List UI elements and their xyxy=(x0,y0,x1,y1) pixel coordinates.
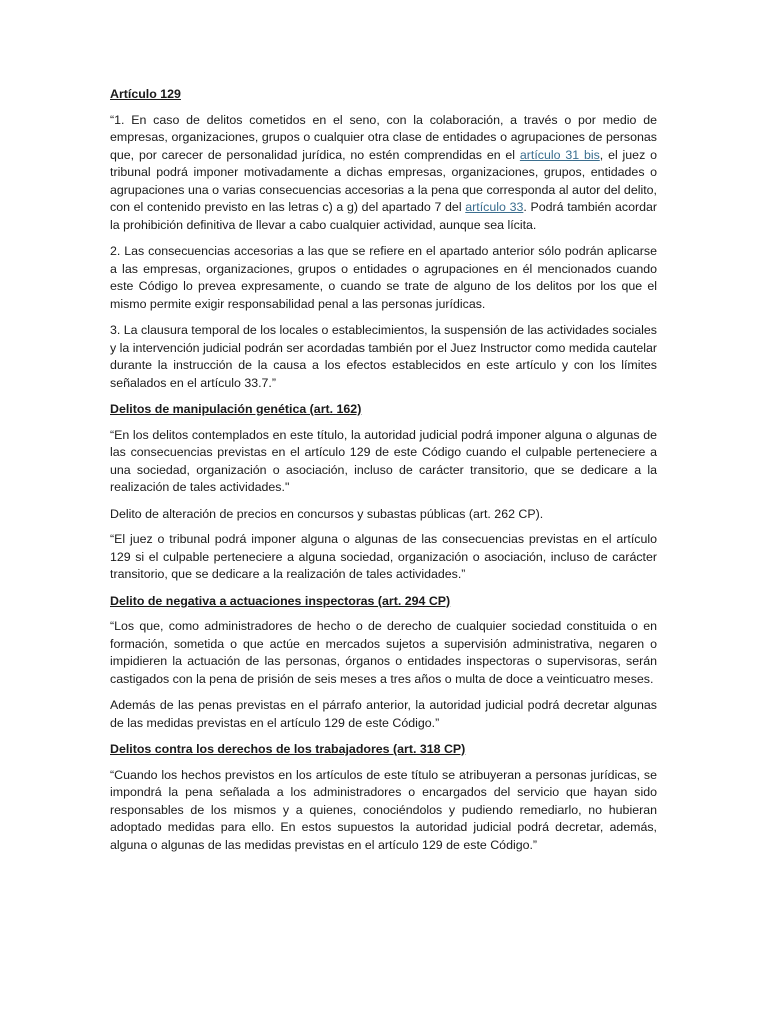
heading-negativa-inspectoras: Delito de negativa a actuaciones inspectoras (art. 294 CP) xyxy=(110,593,451,608)
link-articulo-31-bis[interactable]: artículo 31 bis xyxy=(519,147,600,162)
document-page xyxy=(110,86,657,863)
art129-p1-text-c: . Podrá también acordar la prohibición definitiva de llevar a cabo cualquier actividad, aunque sea lícita. xyxy=(110,200,657,232)
negativa-paragraph-1: “Los que, como administradores de hecho o de derecho de cualquier sociedad constituida o en formación, sometida o que actúe en mercados sujetos a supervisión administrativa, negaren o impidieren la actuación de las personas, órganos o entidades inspectoras o supervisoras, serán castigados con la pena de prisión de seis meses a tres años o multa de doce a veinticuatro meses. xyxy=(110,619,657,686)
precios-paragraph: “El juez o tribunal podrá imponer alguna o algunas de las consecuencias previstas en el artículo 129 si el culpable perteneciere a alguna sociedad, organización o asociación, incluso de carácter transitorio, que se dedicare a la realización de tales actividades.” xyxy=(110,532,657,581)
heading-manipulacion-genetica: Delitos de manipulación genética (art. 162) xyxy=(110,402,362,416)
art129-p1-text-a: “1. En caso de delitos cometidos en el seno, con la colaboración, a través o por medio de empresas, organizaciones, grupos o cualquier otra clase de entidades o agrupaciones de personas que, por carecer de personalidad jurídica, no estén comprendidas en el xyxy=(110,112,657,162)
trabajadores-paragraph: “Cuando los hechos previstos en los artículos de este título se atribuyeran a personas jurídicas, se impondrá la pena señalada a los administradores o encargados del servicio que hayan sido responsables de los mismos y a quienes, conociéndolos y pudiendo remediarlo, no hubieran adoptado medidas para ello. En estos supuestos la autoridad judicial podrá decretar, además, alguna o algunas de las medidas previstas en el artículo 129 de este Código.” xyxy=(110,767,657,852)
heading-articulo-129: Artículo 129 xyxy=(110,87,181,101)
art129-p1-text-b: , el juez o tribunal podrá imponer motivadamente a dichas empresas, organizaciones, grupos, entidades o agrupaciones una o varias consecuencias accesorias a la pena que corresponda al autor del delito, con el contenido previsto en las letras c) a g) del apartado 7 del xyxy=(110,147,657,214)
negativa-paragraph-2: Además de las penas previstas en el párrafo anterior, la autoridad judicial podrá decretar algunas de las medidas previstas en el artículo 129 de este Código.” xyxy=(110,698,657,730)
genetica-paragraph: “En los delitos contemplados en este título, la autoridad judicial podrá imponer alguna o algunas de las consecuencias previstas en el artículo 129 de este Código cuando el culpable perteneciere a una sociedad, organización o asociación, incluso de carácter transitorio, que se dedicare a la realización de tales actividades." xyxy=(110,427,657,494)
art129-paragraph-3: 3. La clausura temporal de los locales o establecimientos, la suspensión de las actividades sociales y la intervención judicial podrán ser acordadas también por el Juez Instructor como medida cautelar durante la instrucción de la causa a los efectos establecidos en este artículo y con los límites señalados en el artículo 33.7.” xyxy=(110,323,657,390)
link-articulo-33[interactable]: artículo 33 xyxy=(465,200,524,214)
heading-alteracion-precios: Delito de alteración de precios en concursos y subastas públicas (art. 262 CP). xyxy=(110,506,544,521)
heading-derechos-trabajadores: Delitos contra los derechos de los trabajadores (art. 318 CP) xyxy=(110,742,466,756)
art129-paragraph-1 xyxy=(110,112,657,235)
art129-paragraph-2: 2. Las consecuencias accesorias a las que se refiere en el apartado anterior sólo podrán aplicarse a las empresas, organizaciones, grupos o entidades o agrupaciones en él mencionados cuando este Código lo prevea expresamente, o cuando se trate de alguno de los delitos por los que el mismo permite exigir responsabilidad penal a las personas jurídicas. xyxy=(110,244,657,311)
